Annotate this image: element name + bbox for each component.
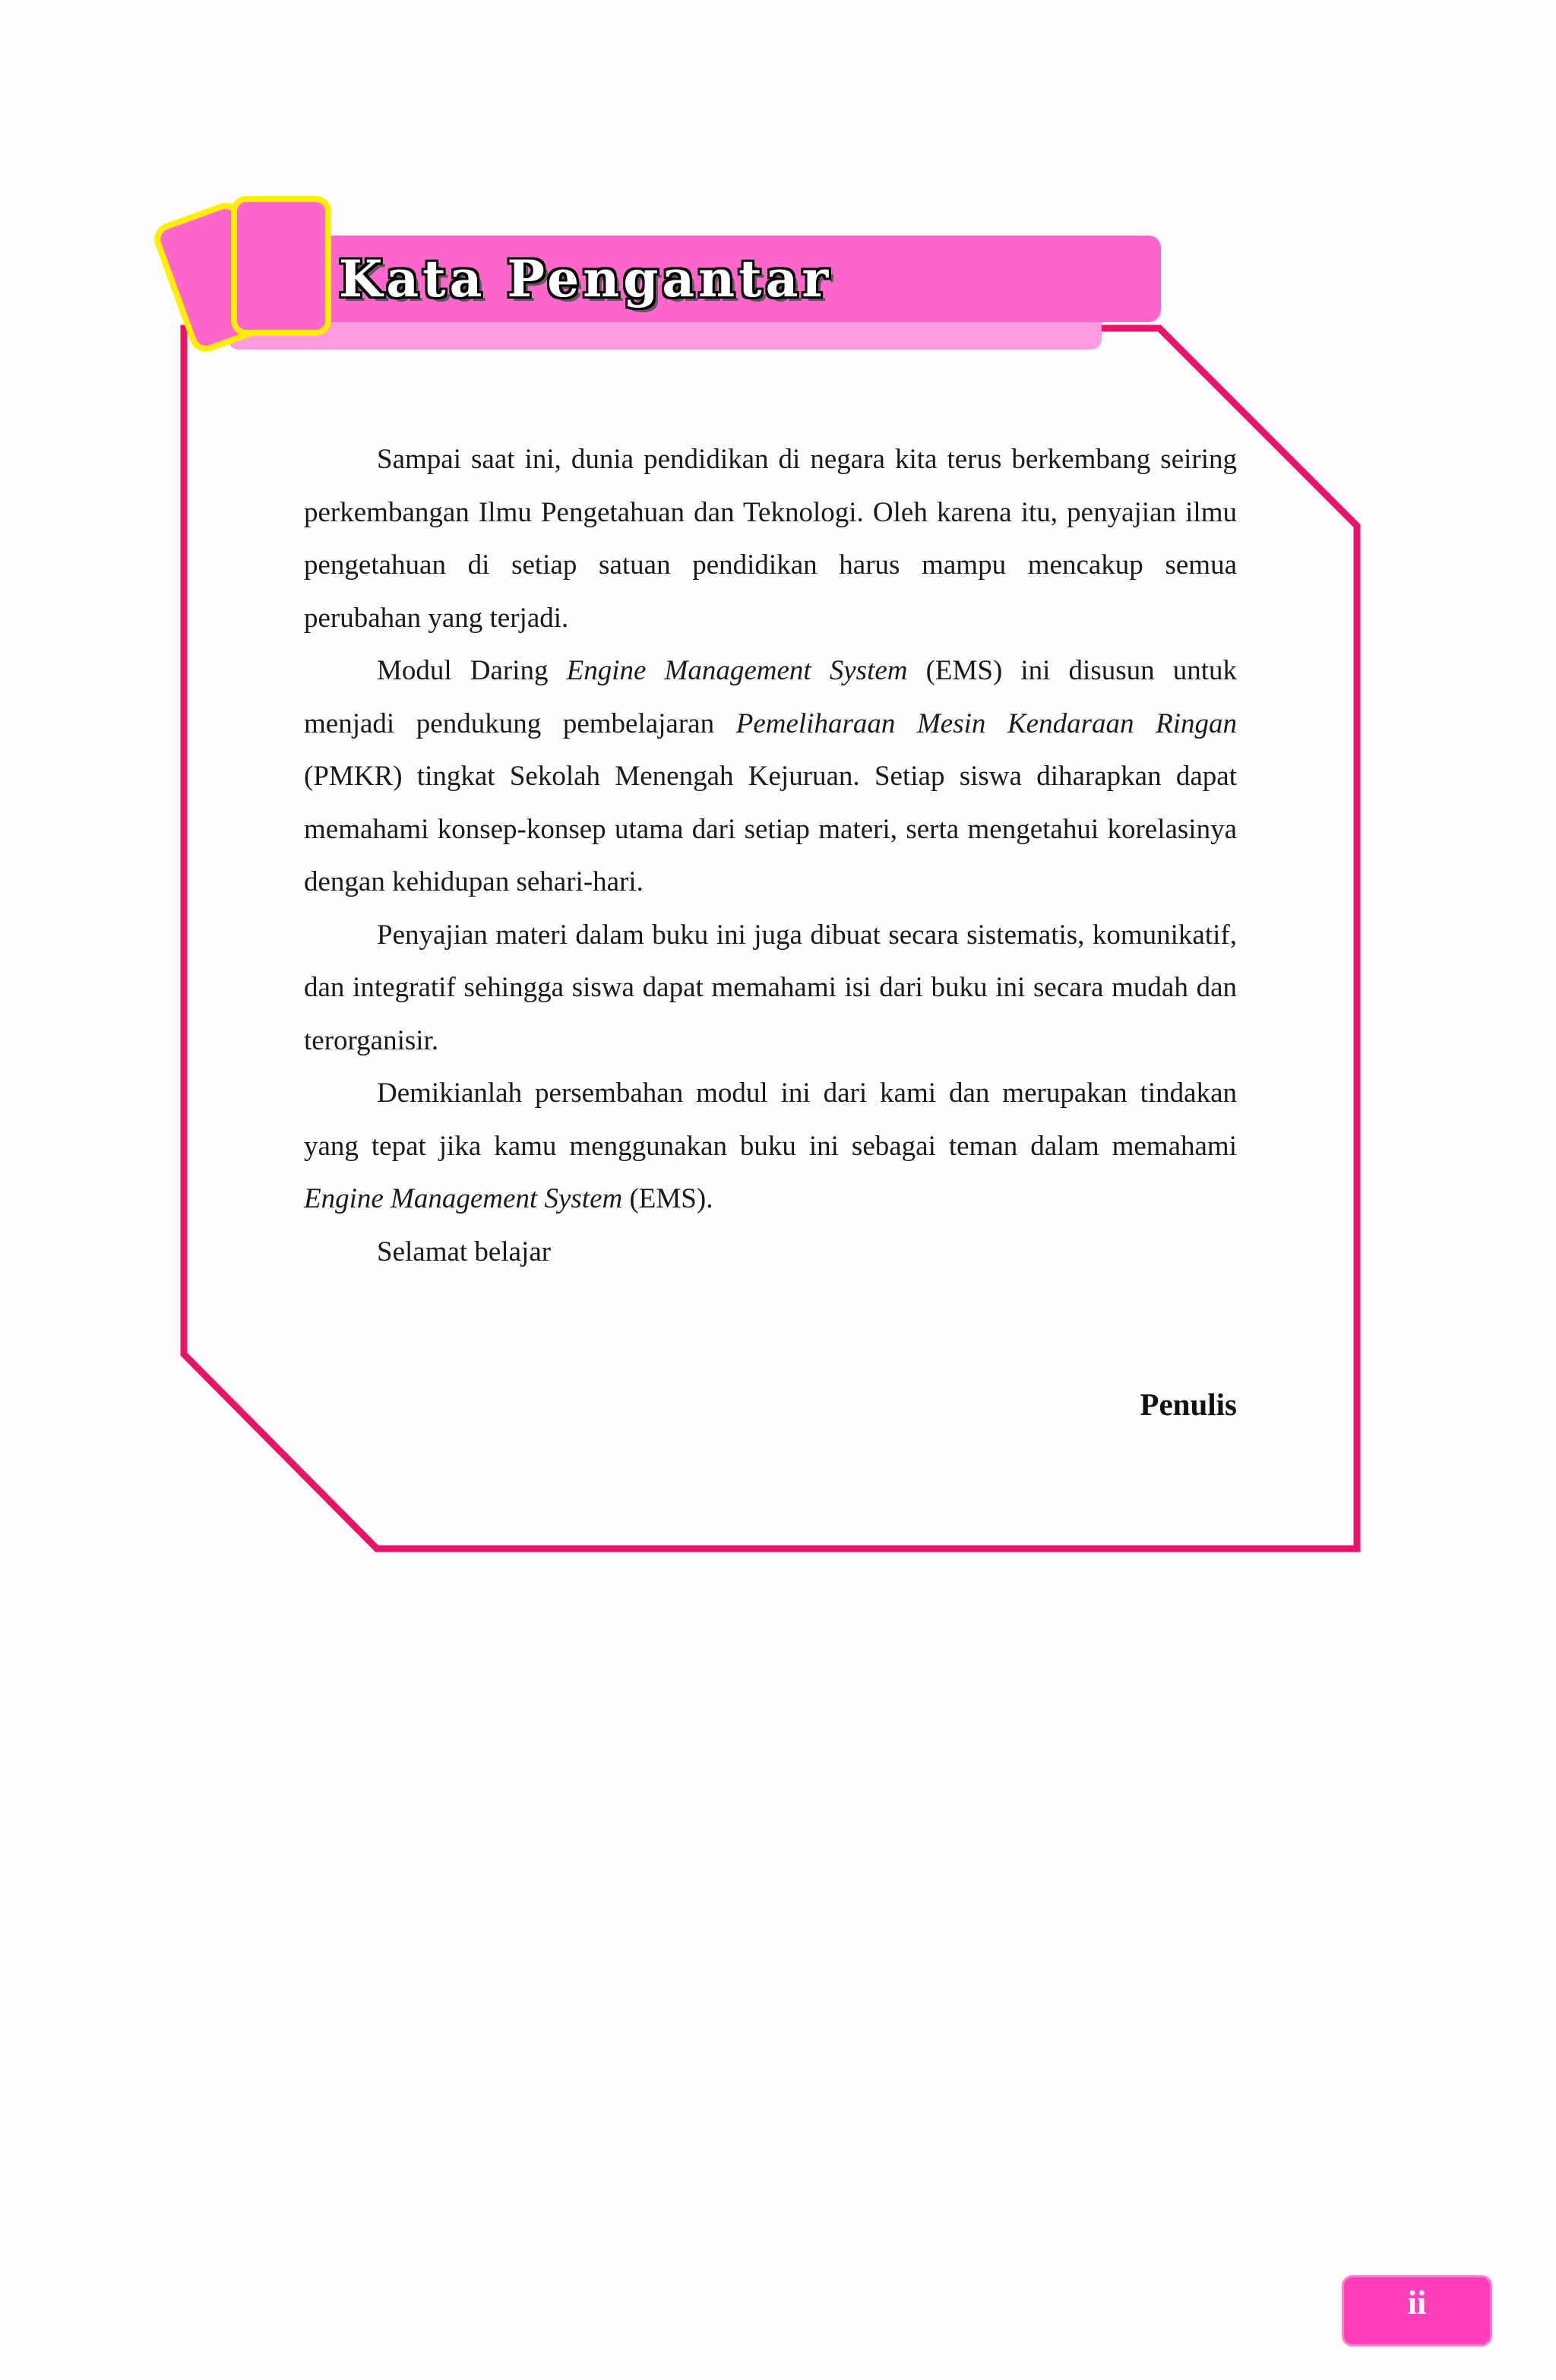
folder-tab-icon <box>152 182 334 357</box>
paragraph-3: Penyajian materi dalam buku ini juga dibuat secara sistematis, komunikatif, dan integratif sehingga siswa dapat memahami isi dari buku ini secara mudah dan terorganisir. <box>304 919 1237 1056</box>
author-signature: Penulis <box>1140 1387 1237 1422</box>
paragraph-2: Modul Daring Engine Management System (EMS) ini disusun untuk menjadi pendukung pembelajaran Pemeliharaan Mesin Kendaraan Ringan (PMKR) tingkat Sekolah Menengah Kejuruan. Setiap siswa diharapkan dapat memahami konsep-konsep utama dari setiap materi, serta mengetahui korelasinya dengan kehidupan sehari-hari. <box>304 655 1237 897</box>
paragraph-4: Demikianlah persembahan modul ini dari kami dan merupakan tindakan yang tepat jika kamu menggunakan buku ini sebagai teman dalam memahami Engine Management System (EMS). <box>304 1078 1237 1214</box>
paragraph-1: Sampai saat ini, dunia pendidikan di negara kita terus berkembang seiring perkembangan Ilmu Pengetahuan dan Teknologi. Oleh karena itu, penyajian ilmu pengetahuan di setiap satuan pendidikan harus mampu mencakup semua perubahan yang terjadi. <box>304 444 1237 634</box>
term-ems: Engine Management System <box>304 1183 623 1214</box>
term-pmkr: Pemeliharaan Mesin Kendaraan Ringan <box>735 707 1237 739</box>
closing-line: Selamat belajar <box>377 1236 552 1268</box>
page-number-badge <box>1342 2275 1492 2347</box>
page-title: Kata Pengantar <box>339 249 833 309</box>
page-number: ii <box>1407 2284 1427 2321</box>
term-ems: Engine Management System <box>566 655 908 686</box>
preface-body <box>304 433 1237 1278</box>
